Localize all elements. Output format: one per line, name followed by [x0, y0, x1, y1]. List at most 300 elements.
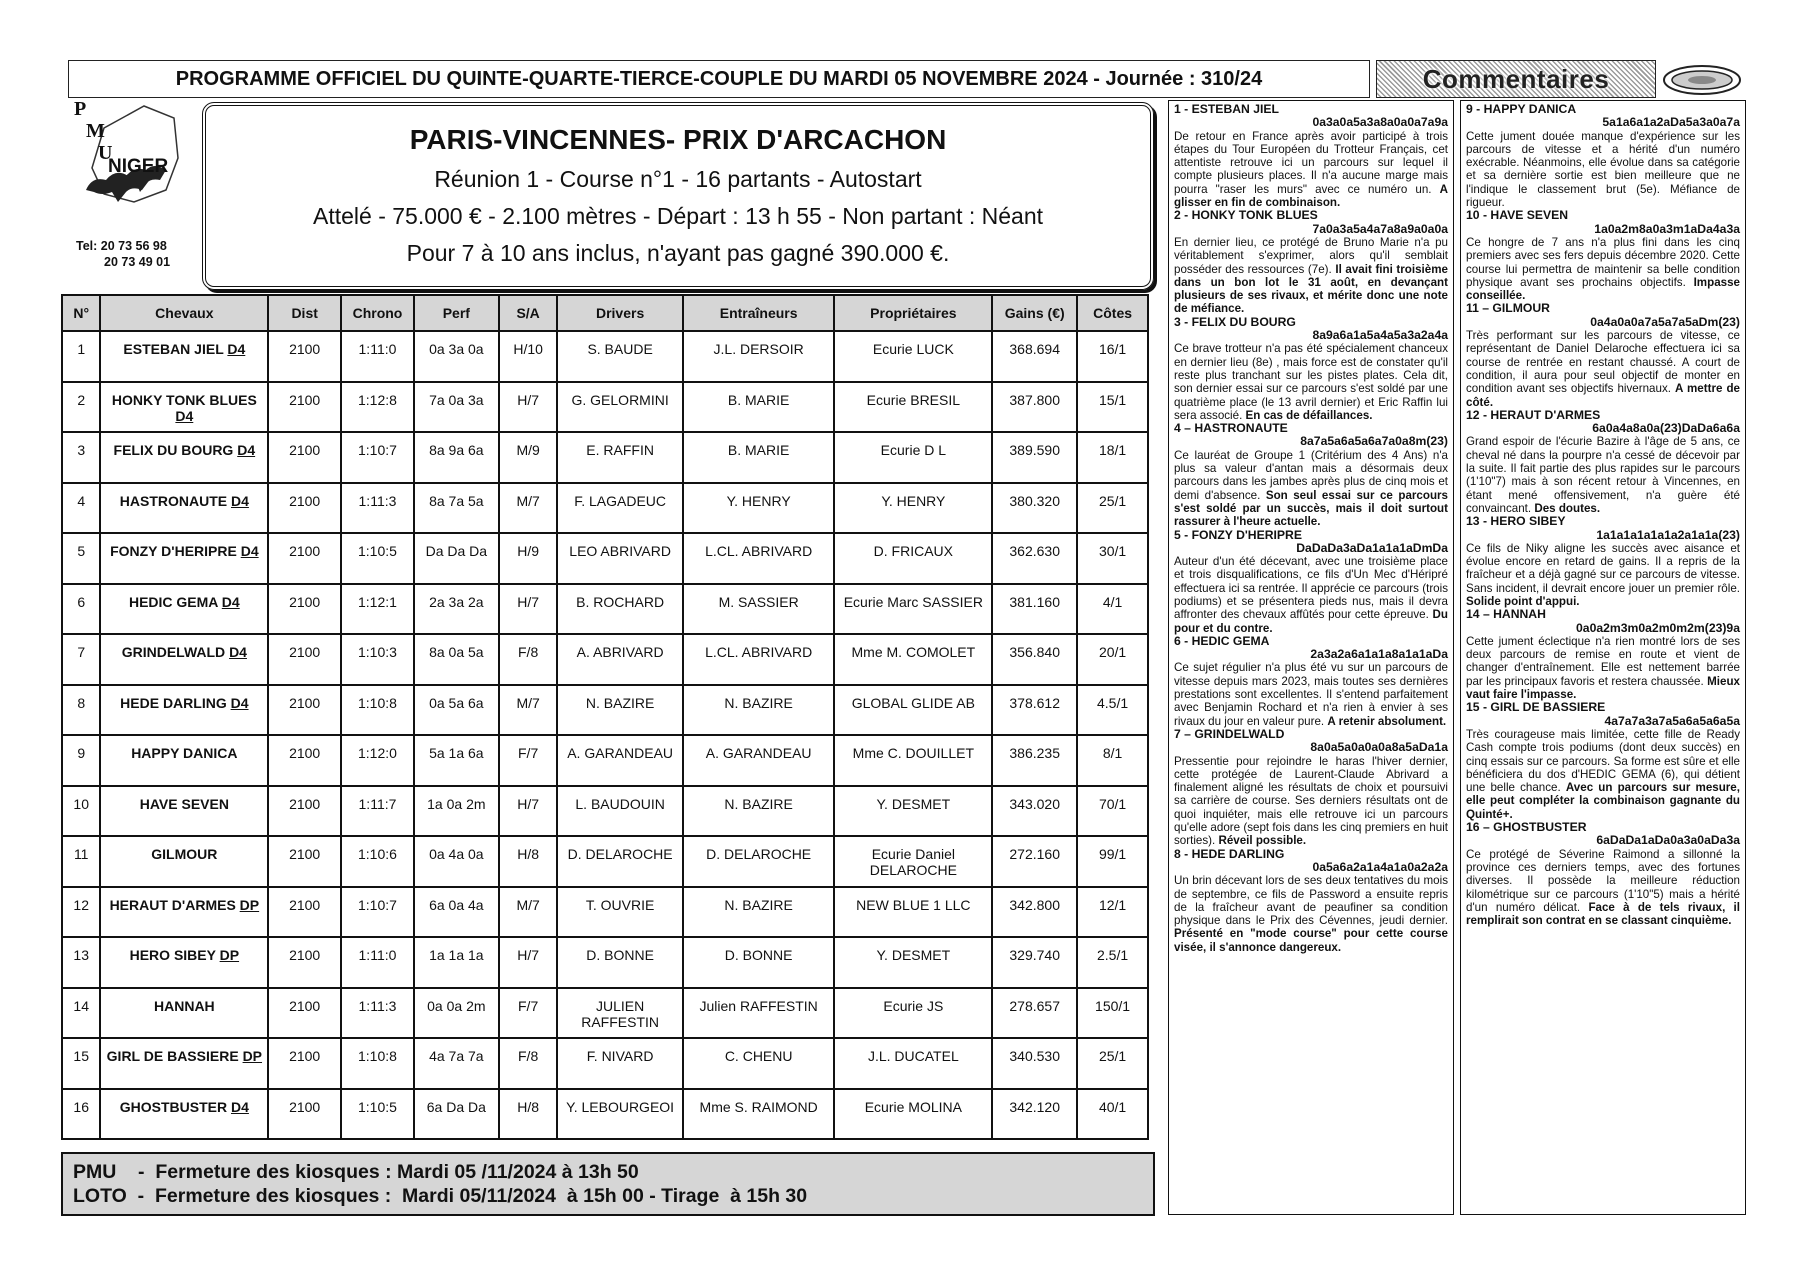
- comment-body: Grand espoir de l'écurie Bazire à l'âge de 5 ans, ce cheval né dans la pourpre n'a cessé de décevoir par la suite. Il fait partie des plus rapides sur le parcours (1'10"7) mais à son récent retour à Vincennes, en étant mené offensivement, n'a guère été convaincant.: [1466, 435, 1740, 515]
- race-title: PARIS-VINCENNES- PRIX D'ARCACHON: [409, 124, 947, 155]
- table-body: [62, 331, 1148, 1139]
- pmu-niger-logo: [74, 98, 192, 228]
- cell-dist: 2100: [268, 1038, 341, 1089]
- horse-name: HERO SIBEY: [129, 947, 216, 963]
- cell-driver: LEO ABRIVARD: [557, 533, 682, 584]
- comment-text: [1174, 236, 1448, 316]
- comment-body: Un brin décevant lors de ses deux tentatives du mois de septembre, ce fils de Password a ensuite repris de la fraîcheur avant de peaufiner sa condition physique dans le Prix des Cévennes, jeudi dernier.: [1174, 874, 1448, 928]
- comment-title: 4 – HASTRONAUTE: [1174, 421, 1288, 436]
- kiosk-closing-info: [61, 1152, 1155, 1216]
- cell-n: 5: [62, 533, 100, 584]
- column-header: Propriétaires: [834, 295, 992, 331]
- cell-gains: 380.320: [992, 483, 1077, 534]
- horse-name-cell: [100, 483, 268, 534]
- cell-owner: Y. HENRY: [834, 483, 992, 534]
- horse-name: GHOSTBUSTER: [119, 1098, 228, 1115]
- cell-gains: 272.160: [992, 836, 1077, 887]
- cell-trainer: J.L. DERSOIR: [683, 331, 835, 382]
- cell-chrono: 1:10:3: [341, 634, 414, 685]
- table-row: [62, 331, 1148, 382]
- comments-column-2: [1460, 100, 1746, 1215]
- cell-owner: GLOBAL GLIDE AB: [834, 685, 992, 736]
- comment-title: 15 - GIRL DE BASSIERE: [1466, 700, 1606, 715]
- cell-dist: 2100: [268, 786, 341, 837]
- cell-chrono: 1:12:8: [341, 382, 414, 433]
- cell-dist: 2100: [268, 735, 341, 786]
- column-header: Chevaux: [100, 295, 268, 331]
- comment-verdict: Présenté en "mode course" pour cette course visée, il s'annonce dangereux.: [1174, 927, 1448, 954]
- cell-n: 8: [62, 685, 100, 736]
- cell-trainer: D. DELAROCHE: [683, 836, 835, 887]
- cell-perf: 8a 9a 6a: [414, 432, 499, 483]
- cell-dist: 2100: [268, 937, 341, 988]
- table-row: [62, 1089, 1148, 1140]
- comment-form-code: 0a5a6a2a1a4a1a0a2a2a: [1312, 859, 1448, 874]
- cell-owner: NEW BLUE 1 LLC: [834, 887, 992, 938]
- comment-title: 12 - HERAUT D'ARMES: [1466, 407, 1601, 422]
- comment-body: De retour en France après avoir participé à trois étapes du Tour Européen du Trotteur Français, cet attentiste retrouve ici un parcours sur lequel il compte plusieurs places. Il n'a aucune marge mais pourra "raser les murs" avec ce numéro un.: [1174, 129, 1448, 196]
- cell-chrono: 1:10:8: [341, 1038, 414, 1089]
- cell-cote: 70/1: [1077, 786, 1148, 837]
- comment-form-code: 0a0a2m3m0a2m0m2m(23)9a: [1576, 620, 1740, 635]
- cell-perf: 7a 0a 3a: [414, 382, 499, 433]
- comment-form-code: 6a0a4a8a0a(23)DaDa6a6a: [1592, 421, 1740, 436]
- cell-sa: H/8: [499, 1089, 558, 1140]
- table-row: [62, 685, 1148, 736]
- comment-title: 1 - ESTEBAN JIEL: [1174, 102, 1279, 116]
- horse-name: HAVE SEVEN: [139, 795, 229, 812]
- cell-owner: Ecurie LUCK: [834, 331, 992, 382]
- column-header: Drivers: [557, 295, 682, 331]
- race-line-3: Pour 7 à 10 ans inclus, n'ayant pas gagné 390.000 €.: [406, 240, 950, 266]
- comment-verdict: Face à de tels rivaux, il remplirait son contrat en se classant cinquième.: [1466, 900, 1740, 928]
- comment-entry: [1466, 409, 1740, 515]
- comment-form-code: 0a4a0a0a7a5a7a5aDm(23): [1590, 314, 1740, 329]
- comment-verdict: Des doutes.: [1534, 501, 1601, 515]
- cell-cote: 25/1: [1077, 1038, 1148, 1089]
- horse-name-cell: [100, 432, 268, 483]
- cell-sa: F/7: [499, 735, 558, 786]
- cell-dist: 2100: [268, 584, 341, 635]
- cell-n: 2: [62, 382, 100, 433]
- comment-form-code: 6aDaDa1aDa0a3a0aDa3a: [1596, 833, 1740, 848]
- table-row: [62, 836, 1148, 887]
- comment-text: [1466, 635, 1740, 701]
- comment-title: 7 – GRINDELWALD: [1174, 726, 1285, 741]
- cell-driver: E. RAFFIN: [557, 432, 682, 483]
- comment-body: Ce sujet régulier n'a plus été vu sur un parcours de vitesse depuis mars 2023, mais toutes ses dernières prestations sont excellentes. Il s'entend parfaitement avec Benjamin Rochard et n'a rien à envier à ses rivaux du jour en valeur pure.: [1174, 661, 1448, 728]
- comment-body: En dernier lieu, ce protégé de Bruno Marie n'a pu véritablement s'exprimer, alors qu'il semblait posséder des ressources (7e).: [1174, 235, 1448, 276]
- cell-trainer: L.CL. ABRIVARD: [683, 634, 835, 685]
- cell-trainer: L.CL. ABRIVARD: [683, 533, 835, 584]
- comment-entry: [1174, 422, 1448, 528]
- comment-entry: [1466, 302, 1740, 408]
- shoeing-tag: D4: [231, 1098, 249, 1115]
- comment-title: 16 – GHOSTBUSTER: [1466, 820, 1587, 835]
- cell-owner: Ecurie Marc SASSIER: [834, 584, 992, 635]
- cell-cote: 16/1: [1077, 331, 1148, 382]
- comment-title: 13 - HERO SIBEY: [1466, 514, 1566, 529]
- cell-trainer: Y. HENRY: [683, 483, 835, 534]
- shoeing-tag: DP: [219, 947, 240, 963]
- comment-title: 10 - HAVE SEVEN: [1466, 208, 1569, 223]
- kiosk-line-pmu: PMU - Fermeture des kiosques : Mardi 05 /11/2024 à 13h 50: [73, 1161, 639, 1183]
- phone-numbers: [76, 238, 170, 270]
- comment-text: [1466, 130, 1740, 210]
- column-header: N°: [62, 295, 100, 331]
- cell-dist: 2100: [268, 533, 341, 584]
- cell-chrono: 1:11:0: [341, 331, 414, 382]
- cell-cote: 4/1: [1077, 584, 1148, 635]
- comment-form-code: 7a0a3a5a4a7a8a9a0a0a: [1312, 221, 1448, 236]
- comment-verdict: Mieux vaut faire l'impasse.: [1466, 674, 1740, 702]
- horse-name-cell: [100, 331, 268, 382]
- cell-perf: 8a 0a 5a: [414, 634, 499, 685]
- horse-name: GRINDELWALD: [121, 644, 226, 660]
- comment-text: [1174, 661, 1448, 727]
- cell-dist: 2100: [268, 331, 341, 382]
- comment-body: Cette jument douée manque d'expérience sur les parcours de vitesse et a hérité d'un numéro exécrable. Néanmoins, elle évolue dans sa catégorie et sa dernière sortie est bien meilleure que ne l'indique le classement brut (5e). Méfiance de rigueur.: [1466, 129, 1740, 210]
- comment-form-code: 0a3a0a5a3a8a0a0a7a9a: [1312, 115, 1448, 130]
- cell-owner: Ecurie D L: [834, 432, 992, 483]
- cell-gains: 389.590: [992, 432, 1077, 483]
- cell-cote: 150/1: [1077, 988, 1148, 1039]
- horse-name: HONKY TONK BLUES: [111, 391, 257, 408]
- logo-letter-m: M: [86, 120, 105, 142]
- cell-chrono: 1:10:5: [341, 1089, 414, 1140]
- shoeing-tag: D4: [221, 593, 240, 610]
- cell-gains: 387.800: [992, 382, 1077, 433]
- cell-chrono: 1:10:7: [341, 887, 414, 938]
- comment-body: Pressentie pour rejoindre le haras l'hiver dernier, cette protégée de Laurent-Claude Abrivard a finalement aligné les résultats de choix et poursuivi sa carrière de course. Ses derniers résultats ont de quoi inquiéter, mais elle retrouve ici un parcours qu'elle adore (sept fois dans les cinq premiers en huit sorties).: [1174, 754, 1448, 848]
- runners-table: [61, 294, 1149, 1140]
- table-row: [62, 483, 1148, 534]
- cell-sa: M/7: [499, 483, 558, 534]
- cell-gains: 342.800: [992, 887, 1077, 938]
- cell-gains: 340.530: [992, 1038, 1077, 1089]
- cell-gains: 343.020: [992, 786, 1077, 837]
- horse-name-cell: [100, 786, 268, 837]
- phone-line-1: Tel: 20 73 56 98: [76, 239, 167, 253]
- cell-n: 4: [62, 483, 100, 534]
- horse-name: HAPPY DANICA: [131, 745, 238, 761]
- race-line-2: Attelé - 75.000 € - 2.100 mètres - Départ : 13 h 55 - Non partant : Néant: [312, 203, 1043, 229]
- comment-verdict: A retenir absolument.: [1327, 714, 1447, 728]
- table-row: [62, 634, 1148, 685]
- cell-dist: 2100: [268, 685, 341, 736]
- cell-owner: Ecurie JS: [834, 988, 992, 1039]
- horse-name-cell: [100, 382, 268, 433]
- horse-name-cell: [100, 988, 268, 1039]
- cell-driver: G. GELORMINI: [557, 382, 682, 433]
- cell-perf: 2a 3a 2a: [414, 584, 499, 635]
- comment-entry: [1174, 728, 1448, 848]
- shoeing-tag: D4: [230, 694, 249, 711]
- table-row: [62, 937, 1148, 988]
- cell-n: 10: [62, 786, 100, 837]
- cell-perf: Da Da Da: [414, 533, 499, 584]
- cell-perf: 0a 4a 0a: [414, 836, 499, 887]
- cell-driver: A. GARANDEAU: [557, 735, 682, 786]
- cell-cote: 99/1: [1077, 836, 1148, 887]
- shoeing-tag: D4: [227, 341, 246, 357]
- horse-name-cell: [100, 937, 268, 988]
- cell-cote: 25/1: [1077, 483, 1148, 534]
- cell-sa: M/7: [499, 685, 558, 736]
- cell-driver: L. BAUDOUIN: [557, 786, 682, 837]
- horse-name: HEDE DARLING: [120, 694, 227, 711]
- cell-dist: 2100: [268, 988, 341, 1039]
- comment-body: Ce hongre de 7 ans n'a plus fini dans les cinq premiers avec ses fers depuis décembre 2020. Cette course lui permettra de maintenir sa belle condition physique avant ses prochains objectifs.: [1466, 235, 1740, 289]
- comment-entry: [1174, 635, 1448, 728]
- cell-sa: H/8: [499, 836, 558, 887]
- cell-cote: 30/1: [1077, 533, 1148, 584]
- cell-perf: 5a 1a 6a: [414, 735, 499, 786]
- table-row: [62, 1038, 1148, 1089]
- cell-chrono: 1:10:6: [341, 836, 414, 887]
- comment-body: Cette jument éclectique n'a rien montré lors de ses deux parcours de remise en route et vient de changer d'entraînement. Elle est nettement barrée par les principaux favoris et restera chaussée.: [1466, 634, 1740, 688]
- cell-trainer: B. MARIE: [683, 432, 835, 483]
- cell-owner: Y. DESMET: [834, 937, 992, 988]
- cell-perf: 6a 0a 4a: [414, 887, 499, 938]
- cell-gains: 342.120: [992, 1089, 1077, 1140]
- comment-verdict: Solide point d'appui.: [1466, 594, 1580, 608]
- cell-owner: Ecurie Daniel DELAROCHE: [834, 836, 992, 887]
- horse-name: HANNAH: [154, 997, 215, 1014]
- cell-chrono: 1:10:7: [341, 432, 414, 483]
- horse-name: FONZY D'HERIPRE: [110, 543, 237, 559]
- horse-name: GILMOUR: [151, 846, 218, 862]
- column-header: Côtes: [1077, 295, 1148, 331]
- comments-column-1: [1168, 100, 1454, 1215]
- cell-sa: H/7: [499, 786, 558, 837]
- comment-title: 9 - HAPPY DANICA: [1466, 102, 1577, 116]
- cell-perf: 6a Da Da: [414, 1089, 499, 1140]
- shoeing-tag: D4: [229, 644, 247, 660]
- phone-line-2: 20 73 49 01: [104, 255, 171, 269]
- comment-form-code: 2a3a2a6a1a1a8a1a1aDa: [1310, 647, 1448, 662]
- comment-entry: [1174, 529, 1448, 635]
- cell-owner: D. FRICAUX: [834, 533, 992, 584]
- column-header: S/A: [499, 295, 558, 331]
- cell-trainer: B. MARIE: [683, 382, 835, 433]
- cell-dist: 2100: [268, 432, 341, 483]
- cell-n: 1: [62, 331, 100, 382]
- cell-owner: Ecurie BRESIL: [834, 382, 992, 433]
- column-header: Dist: [268, 295, 341, 331]
- horse-name: FELIX DU BOURG: [113, 442, 234, 458]
- cell-sa: H/10: [499, 331, 558, 382]
- cell-n: 3: [62, 432, 100, 483]
- comment-body: Ce brave trotteur n'a pas été spécialement chanceux en dernier lieu (8e) , mais force est de constater qu'il reste plus tranchant sur les pistes plates. Cela dit, son dernier essai sur ce parcours s'est soldé par une quatrième place (le 13 avril dernier) et Eric Raffin lui sera associé.: [1174, 342, 1448, 422]
- table-row: [62, 584, 1148, 635]
- comment-verdict: Son seul essai sur ce parcours s'est soldé par un succès, mais il doit surtout rassurer à l'heure actuelle.: [1174, 488, 1448, 529]
- cell-cote: 2.5/1: [1077, 937, 1148, 988]
- cell-gains: 278.657: [992, 988, 1077, 1039]
- cell-chrono: 1:12:1: [341, 584, 414, 635]
- comment-body: Très courageuse mais limitée, cette fille de Ready Cash compte trois podiums (dont deux succès) en cinq essais sur ce parcours. Sa forme est sûre et elle bénéficiera du dos d'HEDIC GEMA (6), qui détient une belle chance.: [1466, 727, 1740, 795]
- cell-dist: 2100: [268, 483, 341, 534]
- table-row: [62, 988, 1148, 1039]
- cell-driver: D. BONNE: [557, 937, 682, 988]
- cell-perf: 0a 5a 6a: [414, 685, 499, 736]
- comment-text: [1466, 236, 1740, 302]
- comment-text: [1466, 329, 1740, 409]
- comment-entry: [1174, 209, 1448, 315]
- horse-name: ESTEBAN JIEL: [123, 341, 224, 357]
- cell-owner: Ecurie MOLINA: [834, 1089, 992, 1140]
- table-row: [62, 533, 1148, 584]
- horse-name-cell: [100, 887, 268, 938]
- comment-title: 5 - FONZY D'HERIPRE: [1174, 527, 1302, 542]
- cell-chrono: 1:11:0: [341, 937, 414, 988]
- cell-chrono: 1:12:0: [341, 735, 414, 786]
- horse-name: HASTRONAUTE: [119, 492, 228, 509]
- comment-form-code: 1a1a1a1a1a1a2a1a1a(23): [1596, 527, 1740, 542]
- horse-name: HERAUT D'ARMES: [109, 896, 236, 913]
- kiosk-line-loto: LOTO - Fermeture des kiosques : Mardi 05/11/2024 à 15h 00 - Tirage à 15h 30: [73, 1185, 808, 1207]
- cell-cote: 40/1: [1077, 1089, 1148, 1140]
- cell-driver: S. BAUDE: [557, 331, 682, 382]
- comment-text: [1466, 728, 1740, 821]
- cell-cote: 18/1: [1077, 432, 1148, 483]
- comment-entry: [1466, 515, 1740, 608]
- cell-driver: T. OUVRIE: [557, 887, 682, 938]
- cell-n: 12: [62, 887, 100, 938]
- horse-name-cell: [100, 735, 268, 786]
- comment-verdict: A mettre de côté.: [1466, 382, 1740, 409]
- comment-body: Auteur d'un été décevant, avec une troisième place et trois disqualifications, ce fils d'Un Mec d'Héripré effectuera ici sa rentrée. Il apprécie ce parcours (trois podiums) et se présentera pieds nus, mais il devra affronter des chevaux affûtés pour cette épreuve.: [1174, 555, 1448, 622]
- cell-n: 15: [62, 1038, 100, 1089]
- cell-trainer: N. BAZIRE: [683, 786, 835, 837]
- cell-cote: 8/1: [1077, 735, 1148, 786]
- cell-trainer: M. SASSIER: [683, 584, 835, 635]
- table-row: [62, 887, 1148, 938]
- cell-perf: 0a 3a 0a: [414, 331, 499, 382]
- cell-sa: H/9: [499, 533, 558, 584]
- cell-chrono: 1:11:7: [341, 786, 414, 837]
- cell-gains: 381.160: [992, 584, 1077, 635]
- comments-banner: Commentaires: [1376, 60, 1656, 98]
- column-header: Entraîneurs: [683, 295, 835, 331]
- horse-name-cell: [100, 1089, 268, 1140]
- race-line-1: Réunion 1 - Course n°1 - 16 partants - Autostart: [434, 166, 922, 192]
- logo-niger-text: NIGER: [108, 156, 169, 177]
- comment-text: [1174, 755, 1448, 848]
- shoeing-tag: DP: [242, 1048, 263, 1064]
- comment-text: [1174, 449, 1448, 529]
- cell-sa: F/8: [499, 1038, 558, 1089]
- race-info-box: [202, 102, 1154, 290]
- program-title: PROGRAMME OFFICIEL DU QUINTE-QUARTE-TIERCE-COUPLE DU MARDI 05 NOVEMBRE 2024 - Journée : 310/24: [68, 60, 1370, 98]
- comment-verdict: Du pour et du contre.: [1174, 608, 1448, 635]
- cell-trainer: D. BONNE: [683, 937, 835, 988]
- cell-n: 6: [62, 584, 100, 635]
- cell-sa: F/8: [499, 634, 558, 685]
- horse-name-cell: [100, 685, 268, 736]
- column-header: Chrono: [341, 295, 414, 331]
- comment-entry: [1466, 821, 1740, 927]
- cell-gains: 378.612: [992, 685, 1077, 736]
- shoeing-tag: D4: [237, 442, 256, 458]
- comment-title: 6 - HEDIC GEMA: [1174, 633, 1270, 648]
- comment-verdict: Avec un parcours sur mesure, elle peut compléter la combinaison gagnante du Quinté+.: [1466, 781, 1740, 821]
- comment-body: Ce protégé de Séverine Raimond a sillonné la province ces derniers temps, avec des fortunes diverses. Il possède la meilleure réduction kilométrique sur ce parcours (1'10"5) mais a hérité d'un numéro délicat.: [1466, 847, 1740, 914]
- cell-cote: 20/1: [1077, 634, 1148, 685]
- cell-sa: H/7: [499, 937, 558, 988]
- comment-verdict: Réveil possible.: [1218, 834, 1307, 848]
- cell-driver: N. BAZIRE: [557, 685, 682, 736]
- cell-driver: F. LAGADEUC: [557, 483, 682, 534]
- comment-entry: [1466, 701, 1740, 821]
- comment-form-code: DaDaDa3aDa1a1a1aDmDa: [1296, 540, 1448, 555]
- comment-verdict: Il avait fini troisième dans un bon lot le 31 août, en devançant plusieurs de ses rivaux, et mérite donc une note de méfiance.: [1174, 262, 1448, 316]
- cell-cote: 15/1: [1077, 382, 1148, 433]
- horse-name-cell: [100, 634, 268, 685]
- horse-name-cell: [100, 836, 268, 887]
- horse-name-cell: [100, 584, 268, 635]
- table-header-row: [62, 295, 1148, 331]
- comment-entry: [1466, 209, 1740, 302]
- comment-title: 11 – GILMOUR: [1466, 301, 1550, 316]
- cell-trainer: N. BAZIRE: [683, 685, 835, 736]
- comment-form-code: 5a1a6a1a2aDa5a3a0a7a: [1602, 115, 1740, 130]
- table-row: [62, 735, 1148, 786]
- logo-letter-u: U: [98, 142, 113, 164]
- comment-text: [1174, 555, 1448, 635]
- table-row: [62, 382, 1148, 433]
- comment-text: [1174, 130, 1448, 210]
- cell-perf: 0a 0a 2m: [414, 988, 499, 1039]
- cell-chrono: 1:10:5: [341, 533, 414, 584]
- logo-letter-p: P: [74, 98, 87, 120]
- cell-chrono: 1:10:8: [341, 685, 414, 736]
- cell-trainer: Julien RAFFESTIN: [683, 988, 835, 1039]
- horse-name: HEDIC GEMA: [128, 593, 218, 610]
- cell-sa: M/7: [499, 887, 558, 938]
- cell-owner: J.L. DUCATEL: [834, 1038, 992, 1089]
- cell-n: 11: [62, 836, 100, 887]
- comment-entry: [1466, 103, 1740, 209]
- shoeing-tag: DP: [239, 896, 260, 913]
- column-header: Perf: [414, 295, 499, 331]
- comment-form-code: 8a7a5a6a5a6a7a0a8m(23): [1300, 434, 1448, 449]
- comment-verdict: En cas de défaillances.: [1245, 408, 1373, 422]
- comment-verdict: A glisser en fin de combinaison.: [1174, 182, 1448, 210]
- cell-owner: Y. DESMET: [834, 786, 992, 837]
- cell-dist: 2100: [268, 836, 341, 887]
- cell-driver: JULIEN RAFFESTIN: [557, 988, 682, 1039]
- table-row: [62, 786, 1148, 837]
- cell-sa: H/7: [499, 584, 558, 635]
- comment-entry: [1174, 848, 1448, 954]
- cell-gains: 386.235: [992, 735, 1077, 786]
- cell-n: 9: [62, 735, 100, 786]
- cell-driver: F. NIVARD: [557, 1038, 682, 1089]
- cell-sa: F/7: [499, 988, 558, 1039]
- comment-entry: [1174, 316, 1448, 422]
- cell-n: 13: [62, 937, 100, 988]
- cell-n: 14: [62, 988, 100, 1039]
- comment-title: 14 – HANNAH: [1466, 607, 1546, 622]
- comment-form-code: 8a9a6a1a5a4a5a3a2a4a: [1312, 328, 1448, 343]
- cell-gains: 356.840: [992, 634, 1077, 685]
- comment-text: [1174, 874, 1448, 954]
- cell-driver: D. DELAROCHE: [557, 836, 682, 887]
- cell-gains: 368.694: [992, 331, 1077, 382]
- cell-trainer: Mme S. RAIMOND: [683, 1089, 835, 1140]
- column-header: Gains (€): [992, 295, 1077, 331]
